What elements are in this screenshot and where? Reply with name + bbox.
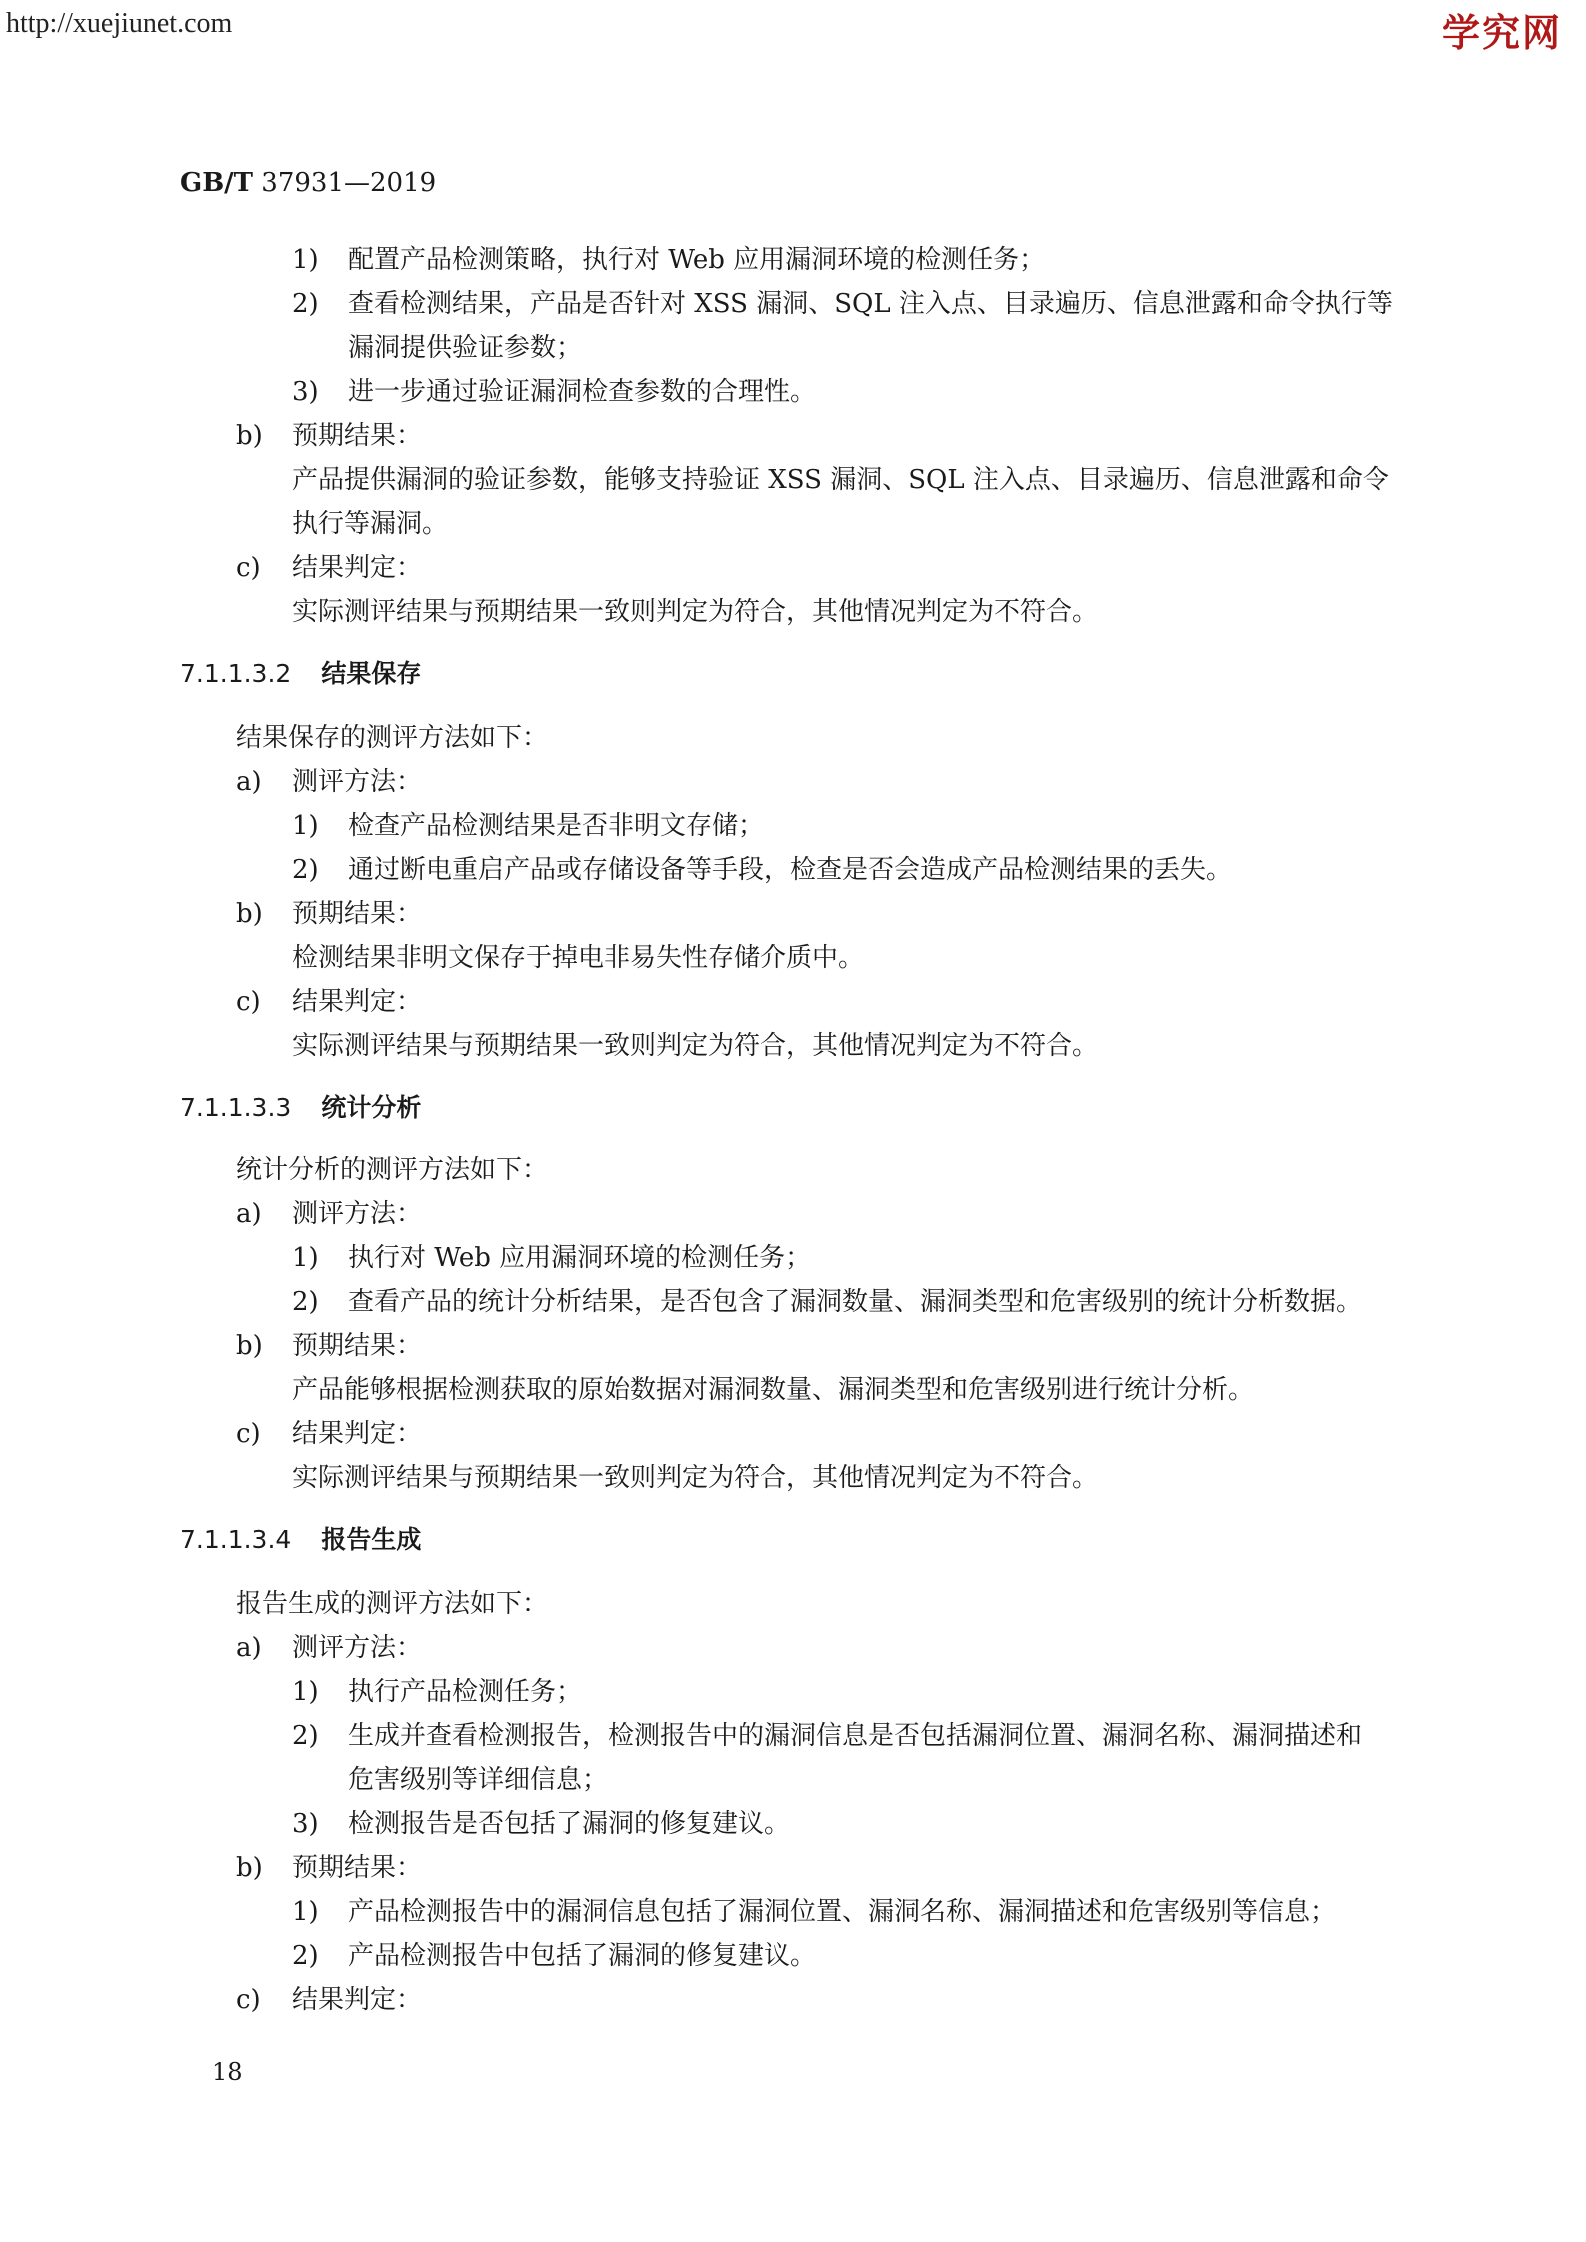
list-item <box>236 1418 422 1450</box>
list-item-continuation: 漏洞提供验证参数； <box>348 333 583 363</box>
list-marker: 3) <box>292 377 319 407</box>
list-marker: c) <box>236 987 261 1017</box>
list-marker: 2) <box>292 855 319 885</box>
list-item-text: 结果判定： <box>292 1985 423 2015</box>
list-marker: c) <box>236 1985 261 2015</box>
list-marker: 2) <box>292 1287 319 1317</box>
list-item <box>236 1984 422 2016</box>
list-marker: 2) <box>292 1941 319 1971</box>
list-item <box>292 810 764 842</box>
section-title: 结果保存 <box>321 659 422 688</box>
list-item <box>292 376 816 408</box>
list-item <box>292 1286 1362 1318</box>
list-item-continuation: 实际测评结果与预期结果一致则判定为符合，其他情况判定为不符合。 <box>292 1463 1099 1493</box>
list-item-continuation: 检测结果非明文保存于掉电非易失性存储介质中。 <box>292 943 865 973</box>
list-item-continuation: 危害级别等详细信息； <box>348 1765 609 1795</box>
list-marker: 3) <box>292 1809 319 1839</box>
paragraph: 统计分析的测评方法如下： <box>236 1155 549 1185</box>
list-item-text: 执行产品检测任务； <box>348 1677 583 1707</box>
list-item <box>236 1198 422 1230</box>
list-marker: b) <box>236 1853 263 1883</box>
list-item-continuation: 实际测评结果与预期结果一致则判定为符合，其他情况判定为不符合。 <box>292 1031 1099 1061</box>
list-item-continuation: 产品提供漏洞的验证参数，能够支持验证 XSS 漏洞、SQL 注入点、目录遍历、信息泄露和命令 <box>292 465 1389 495</box>
list-item-text: 结果判定： <box>292 553 423 583</box>
page-number: 18 <box>212 2058 243 2086</box>
list-item <box>236 986 422 1018</box>
list-item-text: 测评方法： <box>292 1633 423 1663</box>
list-item-text: 结果判定： <box>292 1419 423 1449</box>
standard-number <box>180 168 436 198</box>
list-marker: c) <box>236 553 261 583</box>
list-item <box>236 420 422 452</box>
list-marker: a) <box>236 1633 262 1663</box>
list-item-text: 预期结果： <box>292 1331 423 1361</box>
list-item-continuation: 产品能够根据检测获取的原始数据对漏洞数量、漏洞类型和危害级别进行统计分析。 <box>292 1375 1255 1405</box>
list-marker: 1) <box>292 811 319 841</box>
standard-year: 37931—2019 <box>261 168 437 198</box>
list-item-continuation: 执行等漏洞。 <box>292 509 449 539</box>
list-item <box>236 1852 422 1884</box>
list-item-text: 预期结果： <box>292 421 423 451</box>
site-url: http://xuejiunet.com <box>6 8 233 39</box>
list-item <box>236 552 422 584</box>
list-item <box>236 1632 422 1664</box>
list-item <box>292 1242 811 1274</box>
list-marker: 1) <box>292 245 319 275</box>
list-marker: a) <box>236 1199 262 1229</box>
list-item-text: 查看检测结果，产品是否针对 XSS 漏洞、SQL 注入点、目录遍历、信息泄露和命令执行等 <box>348 289 1393 319</box>
list-item-text: 检查产品检测结果是否非明文存储； <box>348 811 765 841</box>
list-item-text: 检测报告是否包括了漏洞的修复建议。 <box>348 1809 791 1839</box>
list-marker: b) <box>236 421 263 451</box>
list-item-text: 查看产品的统计分析结果，是否包含了漏洞数量、漏洞类型和危害级别的统计分析数据。 <box>348 1287 1363 1317</box>
site-brand-logo: 学究网 <box>1441 10 1562 55</box>
list-item <box>292 288 1393 320</box>
list-marker: c) <box>236 1419 261 1449</box>
list-marker: 1) <box>292 1243 319 1273</box>
list-marker: 1) <box>292 1897 319 1927</box>
list-item-text: 产品检测报告中包括了漏洞的修复建议。 <box>348 1941 817 1971</box>
list-item-text: 测评方法： <box>292 767 423 797</box>
section-title: 报告生成 <box>321 1525 422 1554</box>
list-item <box>236 1330 422 1362</box>
list-item <box>292 854 1232 886</box>
section-number: 7.1.1.3.3 <box>180 1093 292 1122</box>
section-heading <box>180 658 421 690</box>
list-item <box>292 1940 816 1972</box>
list-item <box>292 244 1045 276</box>
list-item-text: 执行对 Web 应用漏洞环境的检测任务； <box>348 1243 812 1273</box>
list-marker: b) <box>236 1331 263 1361</box>
list-item-text: 生成并查看检测报告，检测报告中的漏洞信息是否包括漏洞位置、漏洞名称、漏洞描述和 <box>348 1721 1363 1751</box>
list-item <box>292 1808 790 1840</box>
list-marker: 1) <box>292 1677 319 1707</box>
list-item <box>236 898 422 930</box>
list-marker: a) <box>236 767 262 797</box>
section-number: 7.1.1.3.2 <box>180 659 292 688</box>
list-marker: 2) <box>292 1721 319 1751</box>
list-item <box>292 1676 582 1708</box>
section-number: 7.1.1.3.4 <box>180 1525 292 1554</box>
list-marker: b) <box>236 899 263 929</box>
list-item-continuation: 实际测评结果与预期结果一致则判定为符合，其他情况判定为不符合。 <box>292 597 1099 627</box>
section-title: 统计分析 <box>321 1093 422 1122</box>
list-item <box>236 766 422 798</box>
list-item <box>292 1896 1336 1928</box>
list-item-text: 产品检测报告中的漏洞信息包括了漏洞位置、漏洞名称、漏洞描述和危害级别等信息； <box>348 1897 1337 1927</box>
list-marker: 2) <box>292 289 319 319</box>
list-item-text: 结果判定： <box>292 987 423 1017</box>
list-item-text: 测评方法： <box>292 1199 423 1229</box>
standard-prefix: GB/T <box>180 168 254 198</box>
list-item-text: 预期结果： <box>292 899 423 929</box>
list-item-text: 预期结果： <box>292 1853 423 1883</box>
paragraph: 报告生成的测评方法如下： <box>236 1589 549 1619</box>
section-heading <box>180 1524 421 1556</box>
list-item-text: 进一步通过验证漏洞检查参数的合理性。 <box>348 377 817 407</box>
list-item <box>292 1720 1362 1752</box>
section-heading <box>180 1092 421 1124</box>
list-item-text: 配置产品检测策略，执行对 Web 应用漏洞环境的检测任务； <box>348 245 1046 275</box>
list-item-text: 通过断电重启产品或存储设备等手段，检查是否会造成产品检测结果的丢失。 <box>348 855 1233 885</box>
paragraph: 结果保存的测评方法如下： <box>236 723 549 753</box>
